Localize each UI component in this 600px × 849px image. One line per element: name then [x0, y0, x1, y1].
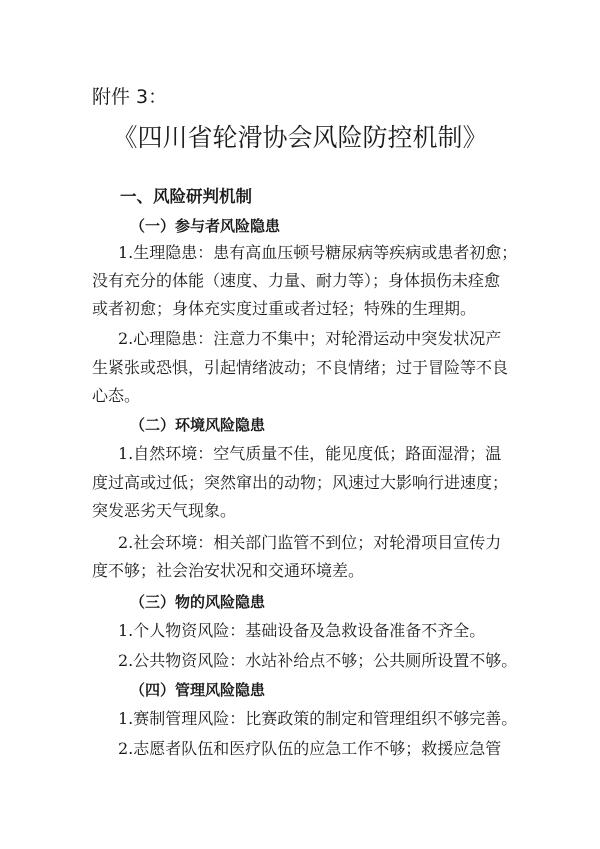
- section-heading: 一、风险研判机制: [120, 187, 252, 206]
- paragraph-line: 2.公共物资风险：水站补给点不够；公共厕所设置不够。: [118, 651, 518, 670]
- paragraph-line: 1.生理隐患：患有高血压顿号糖尿病等疾病或患者初愈；: [118, 243, 518, 262]
- subsection-heading: （一）参与者风险隐患: [130, 217, 281, 235]
- paragraph-line: 1.自然环境：空气质量不佳，能见度低；路面湿滑；温: [118, 444, 502, 463]
- document-title: 《四川省轮滑协会风险防控机制》: [112, 123, 488, 152]
- subsection-heading: （三）物的风险隐患: [130, 593, 266, 611]
- paragraph-line: 没有充分的体能（速度、力量、耐力等）；身体损伤未痊愈: [92, 271, 501, 290]
- paragraph-line: 度过高或过低；突然窜出的动物；风速过大影响行进速度；: [92, 473, 509, 492]
- paragraph-line: 突发恶劣天气现象。: [92, 501, 237, 520]
- paragraph-line: 1.个人物资风险：基础设备及急救设备准备不齐全。: [118, 621, 486, 640]
- paragraph-line: 2.志愿者队伍和医疗队伍的应急工作不够；救援应急管: [118, 739, 502, 758]
- subsection-heading: （二）环境风险隐患: [130, 416, 266, 434]
- paragraph-line: 或者初愈；身体充实度过重或者过轻；特殊的生理期。: [92, 299, 477, 318]
- paragraph-line: 2.社会环境：相关部门监管不到位；对轮滑项目宣传力: [118, 533, 502, 552]
- paragraph-line: 生紧张或恐惧，引起情绪波动；不良情绪；过于冒险等不良: [92, 358, 509, 377]
- paragraph-line: 心态。: [92, 386, 141, 405]
- paragraph-line: 度不够；社会治安状况和交通环境差。: [92, 561, 365, 580]
- attachment-label: 附件 3：: [92, 86, 168, 108]
- paragraph-line: 2.心理隐患：注意力不集中；对轮滑运动中突发状况产: [118, 329, 502, 348]
- subsection-heading: （四）管理风险隐患: [130, 681, 266, 699]
- paragraph-line: 1.赛制管理风险：比赛政策的制定和管理组织不够完善。: [118, 709, 518, 728]
